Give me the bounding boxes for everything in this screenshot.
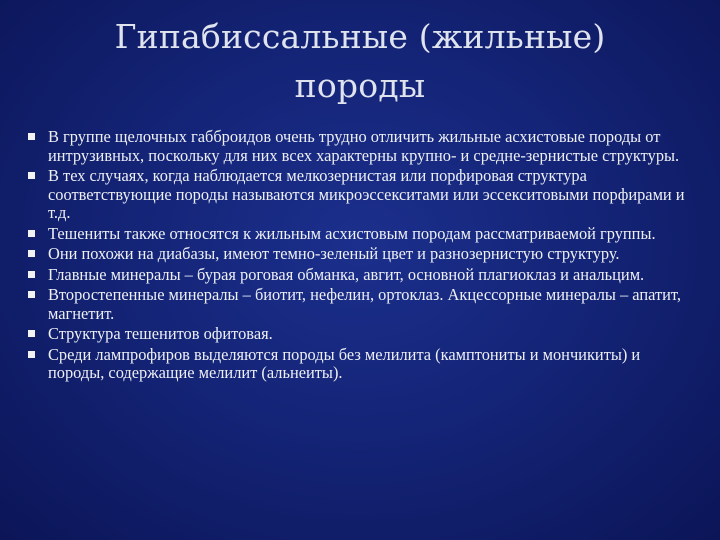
slide-title-line-1: Гипабиссальные (жильные)	[114, 17, 606, 56]
bullet-item	[28, 128, 700, 165]
square-bullet-icon	[28, 133, 35, 140]
bullet-item	[28, 225, 700, 244]
bullet-item	[28, 245, 700, 264]
bullet-text: Структура тешенитов офитовая.	[48, 324, 273, 343]
square-bullet-icon	[28, 291, 35, 298]
bullet-text: Тешениты также относятся к жильным асхистовым породам рассматриваемой группы.	[48, 223, 656, 243]
bullet-item	[28, 266, 700, 285]
bullet-text: Главные минералы – бурая роговая обманка, авгит, основной плагиоклаз и анальцим.	[48, 264, 645, 284]
slide-title	[40, 12, 680, 110]
bullet-text: Второстепенные минералы – биотит, нефелин, ортоклаз. Акцессорные минералы – апатит, магнетит.	[48, 285, 681, 323]
bullet-item	[28, 346, 700, 383]
bullet-text: Они похожи на диабазы, имеют темно-зеленый цвет и разнозернистую структуру.	[48, 244, 620, 263]
bullet-item	[28, 325, 700, 344]
slide-title-line-2: породы	[294, 66, 426, 105]
bullet-text: Среди лампрофиров выделяются породы без мелилита (камптониты и мончикиты) и породы, содержащие мелилит (альнеиты).	[48, 344, 641, 382]
bullet-item	[28, 167, 700, 223]
bullet-item	[28, 286, 700, 323]
square-bullet-icon	[28, 330, 35, 337]
bullet-text: В тех случаях, когда наблюдается мелкозернистая или порфировая структура соответствующие породы называются микроэссекситами или эссекситовыми порфирами и т.д.	[48, 166, 685, 222]
square-bullet-icon	[28, 250, 35, 257]
square-bullet-icon	[28, 351, 35, 358]
bullet-text: В группе щелочных габброидов очень трудно отличить жильные асхистовые породы от интрузивных, поскольку для них всех характерны крупно- и средне-зернистые структуры.	[48, 127, 680, 165]
square-bullet-icon	[28, 271, 35, 278]
bullet-list	[28, 128, 700, 385]
square-bullet-icon	[28, 172, 35, 179]
square-bullet-icon	[28, 230, 35, 237]
